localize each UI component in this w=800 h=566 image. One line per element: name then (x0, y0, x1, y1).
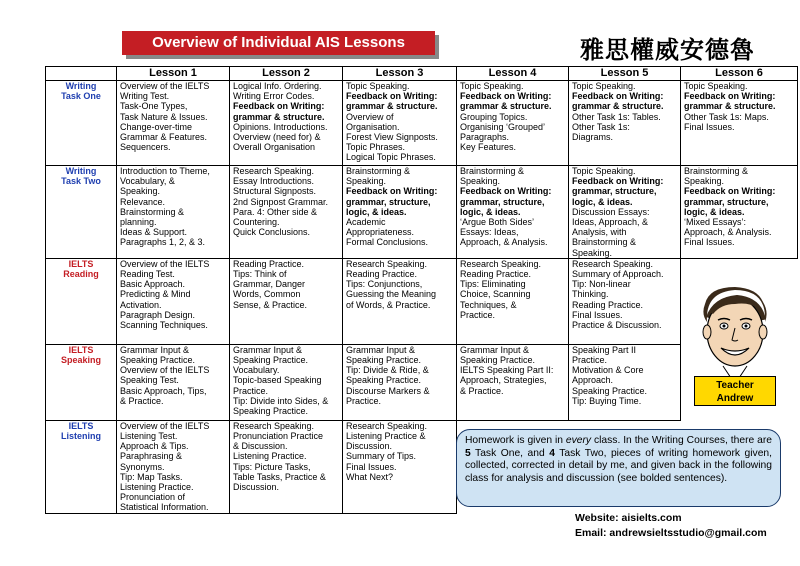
lesson-cell (569, 344, 681, 420)
row-header-line: Listening (61, 431, 101, 442)
cell-line: logic, & ideas. (684, 206, 745, 217)
cell-line: planning. (120, 217, 157, 228)
cell-line: Other Task 1s: Maps. (684, 111, 769, 122)
cell-line: grammar, structure, (460, 196, 545, 207)
cell-line: Discourse Markers & (346, 385, 430, 396)
cell-line: Other Task 1s: Tables. (572, 111, 661, 122)
cell-line: Feedback on Writing: (572, 91, 664, 102)
cell-line: Speaking Practice. (346, 375, 422, 386)
cell-line: Final Issues. (684, 121, 735, 132)
cell-line: Brainstorming & (572, 237, 637, 248)
cell-line: Para. 4: Other side & (233, 206, 318, 217)
cell-line: Research Speaking. (346, 258, 428, 269)
lesson-cell (457, 81, 569, 166)
cell-line: Grouping Topics. (460, 111, 528, 122)
lesson-cell (117, 344, 230, 420)
cell-line: Approach, & Analysis. (460, 237, 548, 248)
cell-line: Basic Approach. (120, 279, 186, 290)
lesson-header-4: Lesson 4 (457, 67, 569, 81)
cell-line: Predicting & Mind (120, 289, 191, 300)
cell-line: Grammar Input & (233, 344, 303, 355)
cell-line: ‘Argue Both Sides’ (460, 217, 535, 228)
lesson-cell (569, 166, 681, 259)
cell-line: Overview of (346, 111, 394, 122)
row-header-line: Writing (65, 81, 97, 91)
lesson-header-6: Lesson 6 (681, 67, 798, 81)
cell-line: Vocabulary, & (120, 176, 175, 187)
lesson-cell (681, 81, 798, 166)
lesson-cell (343, 166, 457, 259)
cell-line: Tip: Non-linear (572, 279, 631, 290)
cell-line: Speaking. (460, 176, 501, 187)
cell-line: Speaking. (572, 247, 613, 258)
cell-line: Scanning Techniques. (120, 320, 208, 331)
cell-line: Approach, & Analysis. (684, 227, 772, 238)
lesson-cell (230, 344, 343, 420)
cell-line: Tip: Map Tasks. (120, 471, 183, 482)
cell-line: Discussion Essays: (572, 206, 650, 217)
row-header-3 (46, 344, 117, 420)
row-header-0 (46, 81, 117, 166)
cell-line: Tips: Conjunctions, (346, 279, 423, 290)
cell-line: Reading Practice. (233, 258, 305, 269)
cell-line: Feedback on Writing: (346, 91, 438, 102)
contact-info (575, 511, 767, 541)
cell-line: Final Issues. (346, 461, 397, 472)
cell-line: Topic Phrases. (346, 142, 406, 153)
cell-line: Quick Conclusions. (233, 227, 311, 238)
cell-line: Brainstorming & (684, 166, 749, 176)
cell-line: grammar & structure. (572, 101, 664, 112)
lesson-header-2: Lesson 2 (230, 67, 343, 81)
cell-line: Guessing the Meaning (346, 289, 437, 300)
cell-line: & Practice. (460, 385, 504, 396)
lesson-cell (343, 344, 457, 420)
lesson-cell (569, 81, 681, 166)
lesson-header-3: Lesson 3 (343, 67, 457, 81)
cell-line: Grammar Input & (460, 344, 530, 355)
cell-line: Summary of Approach. (572, 269, 664, 280)
cell-line: Task-One Types, (120, 101, 188, 112)
cell-line: ‘Mixed Essays’: (684, 217, 747, 228)
row-header-1 (46, 166, 117, 259)
cell-line: logic, & ideas. (460, 206, 521, 217)
cell-line: Discussion. (346, 441, 393, 452)
lesson-cell (343, 258, 457, 344)
table-row (46, 166, 798, 259)
row-header-line: IELTS (68, 420, 94, 431)
cell-line: Discussion. (233, 482, 280, 493)
cell-line: Diagrams. (572, 132, 614, 143)
row-header-line: Reading (63, 269, 99, 280)
cell-line: Basic Approach, Tips, (120, 385, 207, 396)
cell-line: Grammar Input & (346, 344, 416, 355)
row-header-line: Task One (61, 91, 101, 102)
table-corner (46, 67, 117, 81)
cell-line: Overall Organisation (233, 142, 316, 153)
cell-line: Practice. (460, 309, 496, 320)
cell-line: Change-over-time (120, 121, 193, 132)
cell-line: Structural Signposts. (233, 186, 317, 197)
cell-line: Speaking Test. (120, 375, 179, 386)
cell-line: Sequencers. (120, 142, 171, 153)
cell-line: Task Nature & Issues. (120, 111, 208, 122)
homework-count-task-two: 4 (549, 447, 555, 459)
cell-line: Research Speaking. (346, 420, 428, 431)
lesson-cell (681, 166, 798, 259)
cell-line: grammar, structure, (572, 186, 657, 197)
lesson-cell (457, 166, 569, 259)
homework-text-3: Task One, and (470, 447, 550, 459)
cell-line: Paragraphs 1, 2, & 3. (120, 237, 206, 248)
cell-line: What Next? (346, 471, 394, 482)
cell-line: Thinking. (572, 289, 609, 300)
cell-line: Ideas, Approach, & (572, 217, 649, 228)
lesson-cell (230, 81, 343, 166)
cell-line: Key Features. (460, 142, 517, 153)
cell-line: Brainstorming & (460, 166, 525, 176)
cell-line: Choice, Scanning (460, 289, 531, 300)
cell-line: Techniques, & (460, 299, 517, 310)
cell-line: Feedback on Writing: (346, 186, 438, 197)
lesson-cell (230, 420, 343, 513)
lesson-header-1: Lesson 1 (117, 67, 230, 81)
cell-line: Overview of the IELTS (120, 365, 210, 376)
cell-line: Speaking. (346, 176, 387, 187)
cell-line: Pronunciation of (120, 492, 186, 503)
cell-line: Feedback on Writing: (233, 101, 325, 112)
cell-line: Overview of the IELTS (120, 420, 210, 431)
cell-line: Organisation. (346, 121, 400, 132)
cell-line: Practice. (572, 355, 608, 366)
cell-line: IELTS Speaking Part II: (460, 365, 554, 376)
email-text: Email: andrewsieltsstudio@gmail.com (575, 527, 767, 539)
cell-line: Grammar, Danger (233, 279, 306, 290)
cell-line: Speaking. (120, 186, 161, 197)
cell-line: Speaking Practice. (460, 355, 536, 366)
cell-line: Sense, & Practice. (233, 299, 308, 310)
cell-line: Reading Test. (120, 269, 175, 280)
cell-line: grammar, structure, (346, 196, 431, 207)
cell-line: Overview of the IELTS (120, 258, 210, 269)
homework-note (456, 429, 781, 507)
cell-line: Appropriateness. (346, 227, 415, 238)
teacher-portrait-icon (687, 282, 783, 390)
teacher-label-line2: Andrew (716, 393, 754, 404)
cell-line: Research Speaking. (233, 420, 315, 431)
cell-line: Academic (346, 217, 386, 228)
cell-line: & Practice. (120, 395, 164, 406)
cell-line: Paragraphs. (460, 132, 510, 143)
website-text: Website: aisielts.com (575, 512, 682, 524)
cell-line: Tip: Divide & Ride, & (346, 365, 429, 376)
cell-line: Practice & Discussion. (572, 320, 662, 331)
teacher-label (694, 376, 776, 406)
row-header-line: Writing (65, 166, 97, 176)
cell-line: Listening Practice & (346, 431, 426, 442)
cell-line: Speaking Practice. (572, 385, 648, 396)
cell-line: Research Speaking. (233, 166, 315, 176)
cell-line: Approach. (572, 375, 614, 386)
cell-line: Tip: Divide into Sides, & (233, 395, 329, 406)
row-header-line: Task Two (61, 176, 101, 187)
cell-line: grammar, structure, (684, 196, 769, 207)
cell-line: Tips: Think of (233, 269, 287, 280)
cell-line: Table Tasks, Practice & (233, 471, 326, 482)
cell-line: Introduction to Theme, (120, 166, 210, 176)
lesson-cell (117, 81, 230, 166)
cell-line: Essay Introductions. (233, 176, 315, 187)
cell-line: grammar & structure. (460, 101, 552, 112)
cell-line: Topic Speaking. (684, 81, 748, 91)
teacher-label-line1: Teacher (716, 380, 754, 391)
cell-line: Final Issues. (572, 309, 623, 320)
cell-line: Reading Practice. (346, 269, 418, 280)
cell-line: Topic-based Speaking (233, 375, 322, 386)
cell-line: Approach, Strategies, (460, 375, 547, 386)
cell-line: Speaking Practice. (346, 355, 422, 366)
cell-line: Reading Practice. (460, 269, 532, 280)
cell-line: Summary of Tips. (346, 451, 417, 462)
cell-line: Logical Info. Ordering. (233, 81, 322, 91)
cell-line: logic, & ideas. (346, 206, 407, 217)
cell-line: Essays: Ideas, (460, 227, 519, 238)
cell-line: Brainstorming & (120, 206, 185, 217)
cell-line: Research Speaking. (572, 258, 654, 269)
cell-line: Activation. (120, 299, 162, 310)
cell-line: grammar & structure. (233, 111, 325, 122)
cell-line: Motivation & Core (572, 365, 644, 376)
lesson-header-5: Lesson 5 (569, 67, 681, 81)
cell-line: Brainstorming & (346, 166, 411, 176)
cell-line: Analysis, with (572, 227, 627, 238)
cell-line: Writing Error Codes. (233, 91, 315, 102)
cell-line: Listening Test. (120, 431, 178, 442)
homework-text-2: class. In the Writing Courses, there are (591, 435, 773, 446)
lesson-cell (457, 258, 569, 344)
cell-line: Grammar Input & (120, 344, 190, 355)
cell-line: & Discussion. (233, 441, 288, 452)
row-header-2 (46, 258, 117, 344)
lesson-cell (457, 344, 569, 420)
page-title: Overview of Individual AIS Lessons (122, 31, 435, 55)
cell-line: Tips: Eliminating (460, 279, 526, 290)
cell-line: Writing Test. (120, 91, 170, 102)
cell-line: Feedback on Writing: (684, 186, 776, 197)
cell-line: 2nd Signpost Grammar. (233, 196, 329, 207)
cell-line: Overview (need for) & (233, 132, 321, 143)
cell-line: logic, & ideas. (572, 196, 633, 207)
cell-line: Speaking. (684, 176, 725, 187)
cell-line: Topic Speaking. (346, 81, 410, 91)
cell-line: Pronunciation Practice (233, 431, 324, 442)
cell-line: Listening Practice. (120, 482, 194, 493)
cell-line: Tips: Picture Tasks, (233, 461, 311, 472)
lesson-cell (230, 258, 343, 344)
cell-line: Approach & Tips. (120, 441, 189, 452)
cell-line: Tip: Buying Time. (572, 395, 642, 406)
cell-line: Research Speaking. (460, 258, 542, 269)
cell-line: Speaking Practice. (233, 355, 309, 366)
cell-line: Topic Speaking. (460, 81, 524, 91)
cell-line: Topic Speaking. (572, 81, 636, 91)
cell-line: Practice. (233, 385, 269, 396)
cell-line: Words, Common (233, 289, 301, 300)
lesson-cell (569, 258, 681, 344)
cell-line: Paraphrasing & (120, 451, 183, 462)
cell-line: Vocabulary. (233, 365, 280, 376)
cell-line: Final Issues. (684, 237, 735, 248)
cell-line: Synonyms. (120, 461, 165, 472)
cell-line: Speaking Practice. (233, 406, 309, 417)
cell-line: Feedback on Writing: (684, 91, 776, 102)
cell-line: Organising ‘Grouped’ (460, 121, 546, 132)
cell-line: Listening Practice. (233, 451, 307, 462)
cell-line: Feedback on Writing: (460, 91, 552, 102)
cell-line: grammar & structure. (346, 101, 438, 112)
lesson-cell (343, 420, 457, 513)
cell-line: Speaking Part II (572, 344, 637, 355)
cell-line: Paragraph Design. (120, 309, 196, 320)
cell-line: Feedback on Writing: (460, 186, 552, 197)
table-row (46, 258, 798, 344)
cell-line: Practice. (346, 395, 382, 406)
chinese-title: 雅思權威安德魯 (580, 35, 755, 64)
row-header-line: IELTS (68, 344, 94, 355)
cell-line: Other Task 1s: (572, 121, 630, 132)
cell-line: Formal Conclusions. (346, 237, 429, 248)
cell-line: Overview of the IELTS (120, 81, 210, 91)
homework-text-4: Task Two, pieces of writing homework given, collected, corrected in detail by me, and given back in the following class for analysis and discussion (see bolded sentences). (465, 447, 773, 484)
cell-line: Feedback on Writing: (572, 176, 664, 187)
lesson-cell (117, 420, 230, 513)
cell-line: Speaking Practice. (120, 355, 196, 366)
row-header-line: Speaking (60, 355, 101, 366)
cell-line: Ideas & Support. (120, 227, 188, 238)
table-row (46, 81, 798, 166)
row-header-line: IELTS (68, 258, 94, 269)
cell-line: Opinions. Introductions. (233, 121, 328, 132)
homework-emphasis: every (565, 435, 592, 446)
lesson-cell (117, 258, 230, 344)
lesson-cell (343, 81, 457, 166)
lesson-cell (117, 166, 230, 259)
cell-line: Reading Practice. (572, 299, 644, 310)
cell-line: Topic Speaking. (572, 166, 636, 176)
cell-line: Countering. (233, 217, 280, 228)
table-row (46, 344, 798, 420)
cell-line: Relevance. (120, 196, 166, 207)
cell-line: Logical Topic Phrases. (346, 152, 436, 163)
homework-count-task-one: 5 (465, 447, 471, 459)
lesson-cell (230, 166, 343, 259)
cell-line: Forest View Signposts. (346, 132, 438, 143)
cell-line: Grammar & Features. (120, 132, 208, 143)
cell-line: Statistical Information. (120, 502, 209, 513)
cell-line: grammar & structure. (684, 101, 776, 112)
cell-line: of Words, & Practice. (346, 299, 431, 310)
homework-text-1: Homework is given in (465, 435, 566, 446)
row-header-4 (46, 420, 117, 513)
